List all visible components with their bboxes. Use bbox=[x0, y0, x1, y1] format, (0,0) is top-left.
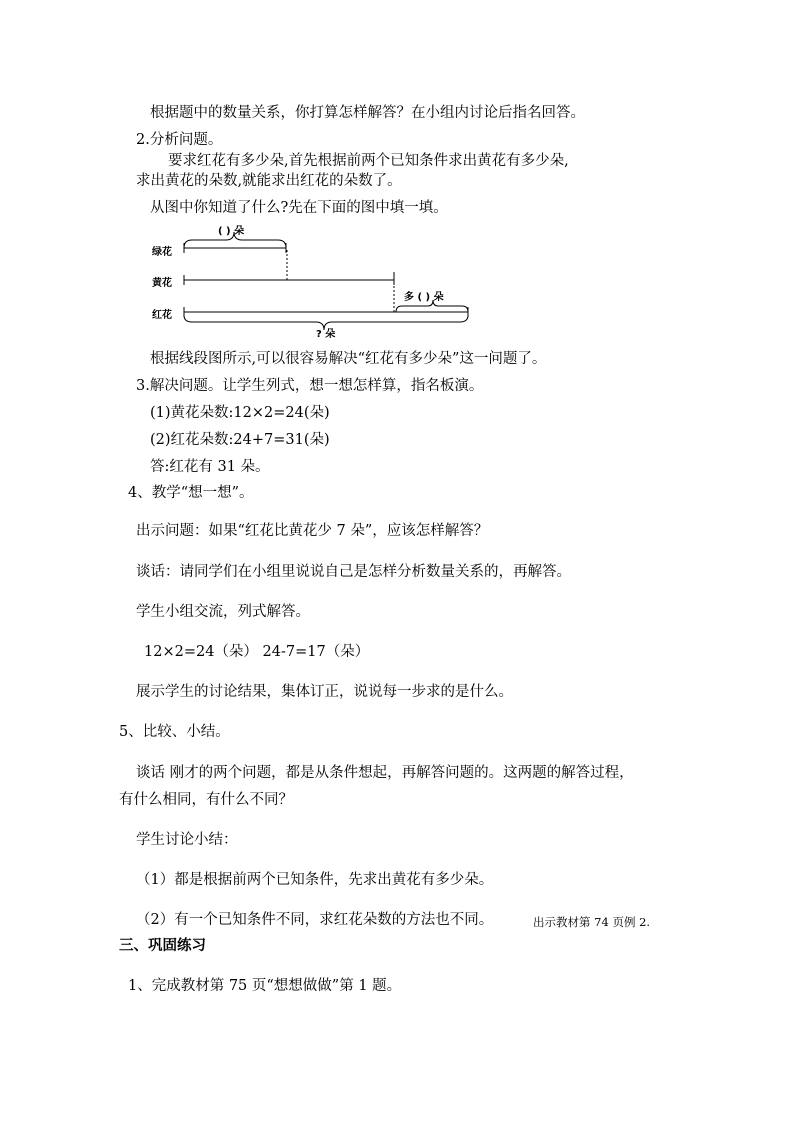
text-line-11: 4、教学“想一想”。 bbox=[128, 485, 254, 501]
yellow-flower-label: 黄花 bbox=[152, 278, 172, 289]
text-line-19: 有什么相同，有什么不同？ bbox=[119, 792, 293, 808]
text-line-18: 谈话 刚才的两个问题，都是从条件想起，再解答问题的。这两题的解答过程， bbox=[136, 765, 634, 781]
text-line-3: 要求红花有多少朵,首先根据前两个已知条件求出黄花有多少朵, bbox=[168, 153, 569, 169]
text-line-1: 根据题中的数量关系，你打算怎样解答？在小组内讨论后指名回答。 bbox=[150, 105, 585, 121]
text-line-2: 2.分析问题。 bbox=[136, 132, 223, 148]
text-line-22b: 出示教材第 74 页例 2. bbox=[533, 915, 651, 929]
text-line-14: 学生小组交流，列式解答。 bbox=[136, 604, 310, 620]
text-line-22: （2）有一个已知条件不同，求红花朵数的方法也不同。 bbox=[136, 912, 494, 928]
text-line-7: 3.解决问题。让学生列式，想一想怎样算，指名板演。 bbox=[136, 378, 484, 394]
more-label: 多 ( ) 朵 bbox=[404, 292, 444, 303]
text-line-12: 出示问题：如果“红花比黄花少 7 朵”，应该怎样解答？ bbox=[136, 523, 489, 539]
text-line-16: 展示学生的讨论结果，集体订正，说说每一步求的是什么。 bbox=[136, 684, 513, 700]
section-heading: 三、巩固练习 bbox=[119, 937, 206, 954]
text-line-10: 答:红花有 31 朵。 bbox=[150, 459, 270, 475]
total-label: ? 朵 bbox=[316, 329, 336, 340]
text-line-17: 5、比较、小结。 bbox=[119, 724, 230, 740]
text-line-9: (2)红花朵数:24+7=31(朵) bbox=[150, 432, 330, 448]
red-flower-label: 红花 bbox=[152, 310, 172, 321]
line-segment-diagram bbox=[140, 218, 480, 338]
green-brace-label: ( ) 朵 bbox=[218, 226, 245, 237]
text-line-5: 从图中你知道了什么?先在下面的图中填一填。 bbox=[150, 200, 448, 216]
green-flower-label: 绿花 bbox=[152, 247, 172, 258]
text-line-4: 求出黄花的朵数,就能求出红花的朵数了。 bbox=[136, 173, 402, 189]
text-line-20: 学生讨论小结： bbox=[136, 832, 238, 848]
text-line-6: 根据线段图所示,可以很容易解决“红花有多少朵”这一问题了。 bbox=[150, 351, 547, 367]
text-line-24: 1、完成教材第 75 页“想想做做”第 1 题。 bbox=[128, 978, 402, 994]
text-line-8: (1)黄花朵数:12×2=24(朵) bbox=[150, 405, 330, 421]
text-line-15: 12×2=24（朵） 24-7=17（朵） bbox=[144, 644, 370, 660]
text-line-21: （1）都是根据前两个已知条件，先求出黄花有多少朵。 bbox=[136, 872, 494, 888]
text-line-13: 谈话：请同学们在小组里说说自己是怎样分析数量关系的，再解答。 bbox=[136, 564, 571, 580]
